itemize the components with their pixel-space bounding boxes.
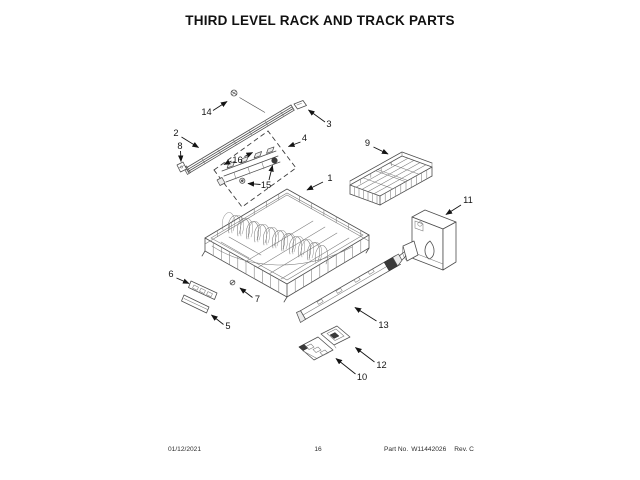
part-7-screw	[230, 280, 235, 285]
callout-10-arrow	[336, 359, 356, 375]
callout-4-label: 4	[301, 133, 308, 143]
callout-9-arrow	[374, 147, 389, 154]
callout-1-arrow	[307, 182, 323, 190]
part-15-screw-right	[272, 158, 278, 164]
callout-4-arrow	[289, 142, 301, 147]
part-11-feed-housing	[398, 210, 456, 270]
callout-8-label: 8	[177, 141, 183, 151]
callout-3-arrow	[309, 110, 326, 122]
callout-5-arrow	[212, 315, 224, 325]
callout-6-arrow	[177, 278, 190, 284]
footer-revision: Rev. C	[454, 446, 474, 453]
part-6-adjuster-bracket	[189, 281, 218, 300]
callout-11-arrow	[446, 205, 461, 215]
callout-10-label: 10	[356, 372, 368, 382]
footer-page-number: 16	[314, 446, 322, 453]
footer-date: 01/12/2021	[168, 446, 202, 453]
callout-9-label: 9	[364, 138, 371, 148]
callout-12-arrow	[356, 348, 375, 363]
footer-part-label: Part No.	[384, 446, 409, 453]
part-10-latch-plate	[299, 337, 333, 360]
callout-7-label: 7	[254, 294, 261, 304]
callout-6-label: 6	[168, 269, 174, 279]
footer-part-info	[384, 446, 477, 453]
part-9-utensil-basket	[350, 152, 432, 205]
callout-7-arrow	[240, 288, 253, 298]
callout-11-label: 11	[463, 195, 473, 205]
part-1-third-level-rack	[202, 189, 369, 302]
callout-14-label: 14	[201, 107, 212, 117]
part-14-screw	[231, 90, 237, 96]
callout-14-arrow	[213, 102, 227, 111]
callout-16-arrow-right	[245, 153, 253, 157]
callout-8-arrow	[181, 151, 182, 162]
callout-13-label: 13	[378, 320, 389, 330]
callout-2-label: 2	[173, 128, 179, 138]
footer-part-number: W11442026	[411, 446, 447, 453]
callout-5-label: 5	[225, 321, 231, 331]
callout-16-label: 16	[232, 155, 243, 165]
part-3-track-end-cap	[294, 101, 307, 110]
screw-14-leader-line	[240, 98, 266, 113]
callout-2-arrow	[182, 137, 199, 148]
callout-15-label: 15	[260, 180, 272, 190]
callout-15-arrow-right	[269, 166, 273, 181]
callout-15-arrow-left	[248, 184, 261, 185]
part-5-cover-panel	[182, 295, 210, 313]
callout-12-label: 12	[376, 360, 387, 370]
callout-3-label: 3	[326, 119, 332, 129]
part-15-screw-left	[240, 178, 245, 183]
callout-1-label: 1	[327, 173, 333, 183]
part-13-feed-tube	[297, 254, 403, 323]
callout-13-arrow	[355, 308, 377, 322]
page-title: THIRD LEVEL RACK AND TRACK PARTS	[185, 13, 455, 28]
